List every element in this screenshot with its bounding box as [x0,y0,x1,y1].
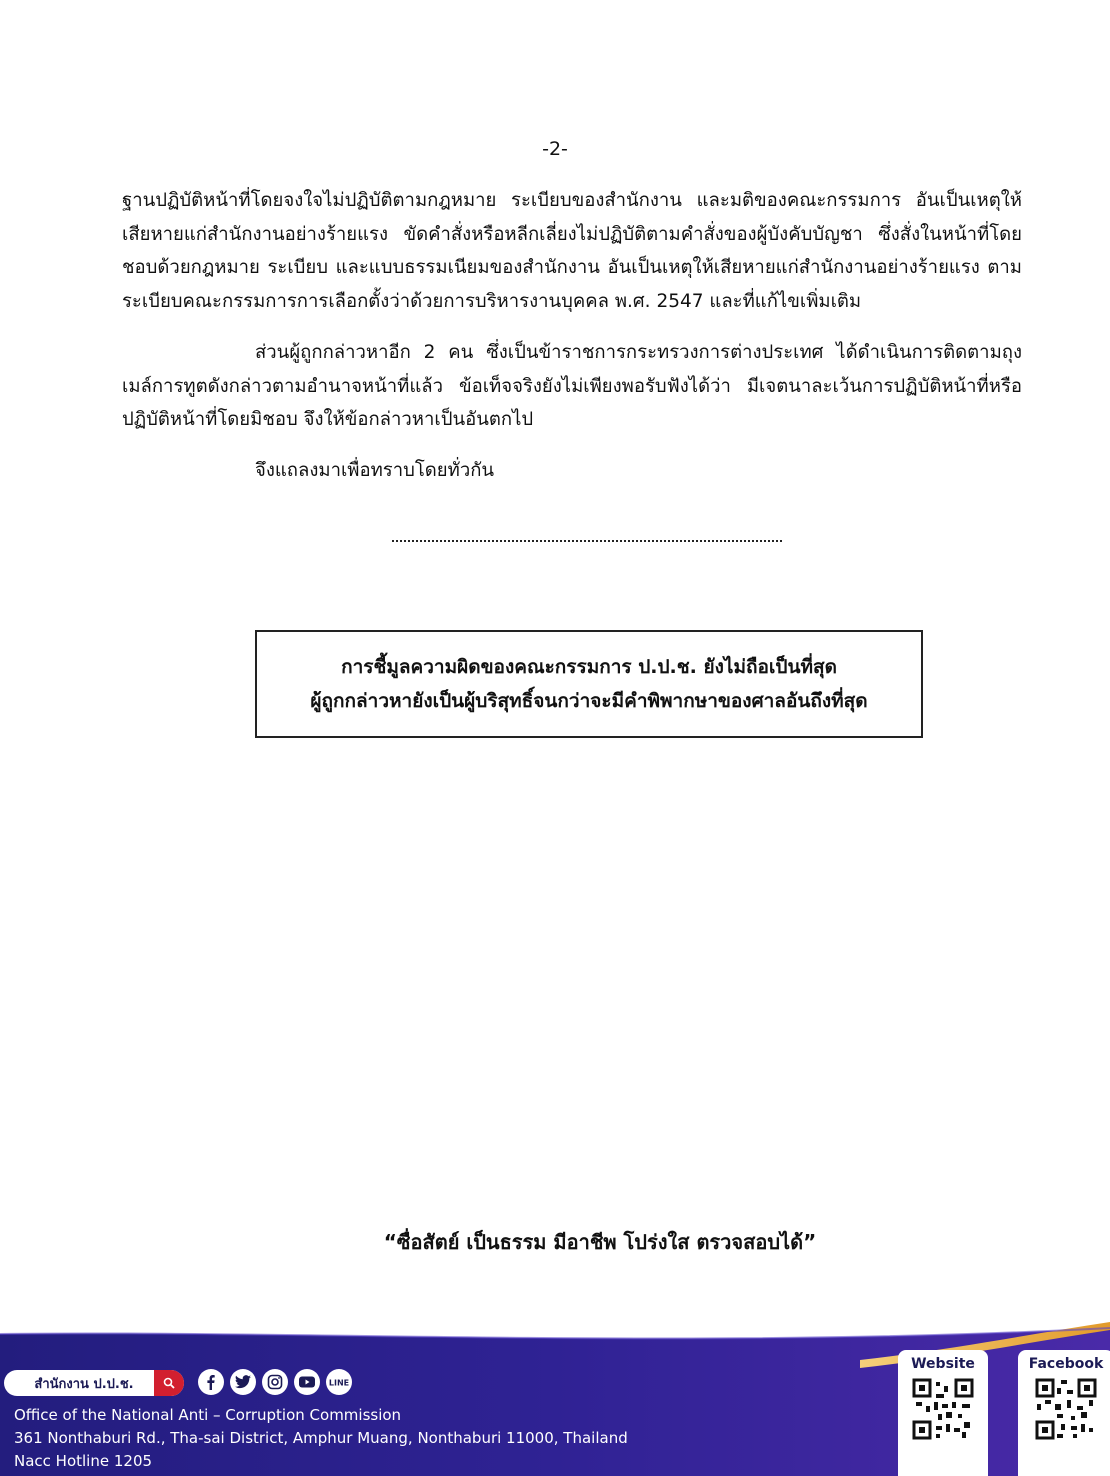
website-qr-code [912,1378,974,1440]
facebook-icon[interactable] [198,1369,224,1395]
youtube-icon[interactable] [294,1369,320,1395]
hotline: Nacc Hotline 1205 [14,1452,153,1470]
social-icons [198,1369,352,1395]
twitter-icon[interactable] [230,1369,256,1395]
facebook-qr-code [1035,1378,1097,1440]
paragraph-2: ส่วนผู้ถูกกล่าวหาอีก 2 คน ซึ่งเป็นข้าราชการกระทรวงการต่างประเทศ ได้ดำเนินการติดตามถุงเมล์การทูตดังกล่าวตามอำนาจหน้าที่แล้ว ข้อเท็จจริงยังไม่เพียงพอรับฟังได้ว่า มีเจตนาละเว้นการปฏิบัติหน้าที่หรือปฏิบัติหน้าที่โดยมิชอบ จึงให้ข้อกล่าวหาเป็นอันตกไป [122,342,1022,430]
signature-dotted-line [392,528,782,542]
paragraph-1: ฐานปฏิบัติหน้าที่โดยจงใจไม่ปฏิบัติตามกฎหมาย ระเบียบของสำนักงาน และมติของคณะกรรมการ อันเป็นเหตุให้เสียหายแก่สำนักงานอย่างร้ายแรง ขัดคำสั่งหรือหลีกเลี่ยงไม่ปฏิบัติตามคำสั่งของผู้บังคับบัญชา ซึ่งสั่งในหน้าที่โดยชอบด้วยกฎหมาย ระเบียบ และแบบธรรมเนียมของสำนักงาน อันเป็นเหตุให้เสียหายแก่สำนักงานอย่างร้ายแรง ตามระเบียบคณะกรรมการการเลือกตั้งว่าด้วยการบริหารงานบุคคล พ.ศ. 2547 และที่แก้ไขเพิ่มเติม [122,190,1022,312]
motto: “ซื่อสัตย์ เป็นธรรม มีอาชีพ โปร่งใส ตรวจสอบได้” [383,1230,817,1254]
website-qr-card[interactable] [898,1350,988,1476]
disclaimer-line-2: ผู้ถูกกล่าวหายังเป็นผู้บริสุทธิ์จนกว่าจะมีคำพิพากษาของศาลอันถึงที่สุด [310,690,868,712]
search-icon[interactable] [154,1370,184,1396]
disclaimer-line-1: การชี้มูลความผิดของคณะกรรมการ ป.ป.ช. ยังไม่ถือเป็นที่สุด [341,656,837,678]
facebook-label: Facebook [1028,1356,1104,1372]
org-name: Office of the National Anti – Corruption Commission [14,1406,402,1424]
search-bar[interactable] [4,1370,184,1396]
org-address: 361 Nonthaburi Rd., Tha-sai District, Amphur Muang, Nonthaburi 11000, Thailand [14,1429,628,1447]
search-label: สำนักงาน ป.ป.ช. [34,1376,134,1392]
page-number: -2- [542,138,568,160]
website-label: Website [911,1356,975,1372]
line-icon-label: LINE [328,1378,350,1388]
line-icon[interactable] [326,1369,352,1395]
disclaimer-box [255,630,923,738]
footer-contact [14,1404,628,1473]
facebook-qr-card[interactable] [1018,1350,1110,1476]
paragraph-3: จึงแถลงมาเพื่อทราบโดยทั่วกัน [255,460,495,481]
footer-banner [0,1320,1110,1476]
instagram-icon[interactable] [262,1369,288,1395]
